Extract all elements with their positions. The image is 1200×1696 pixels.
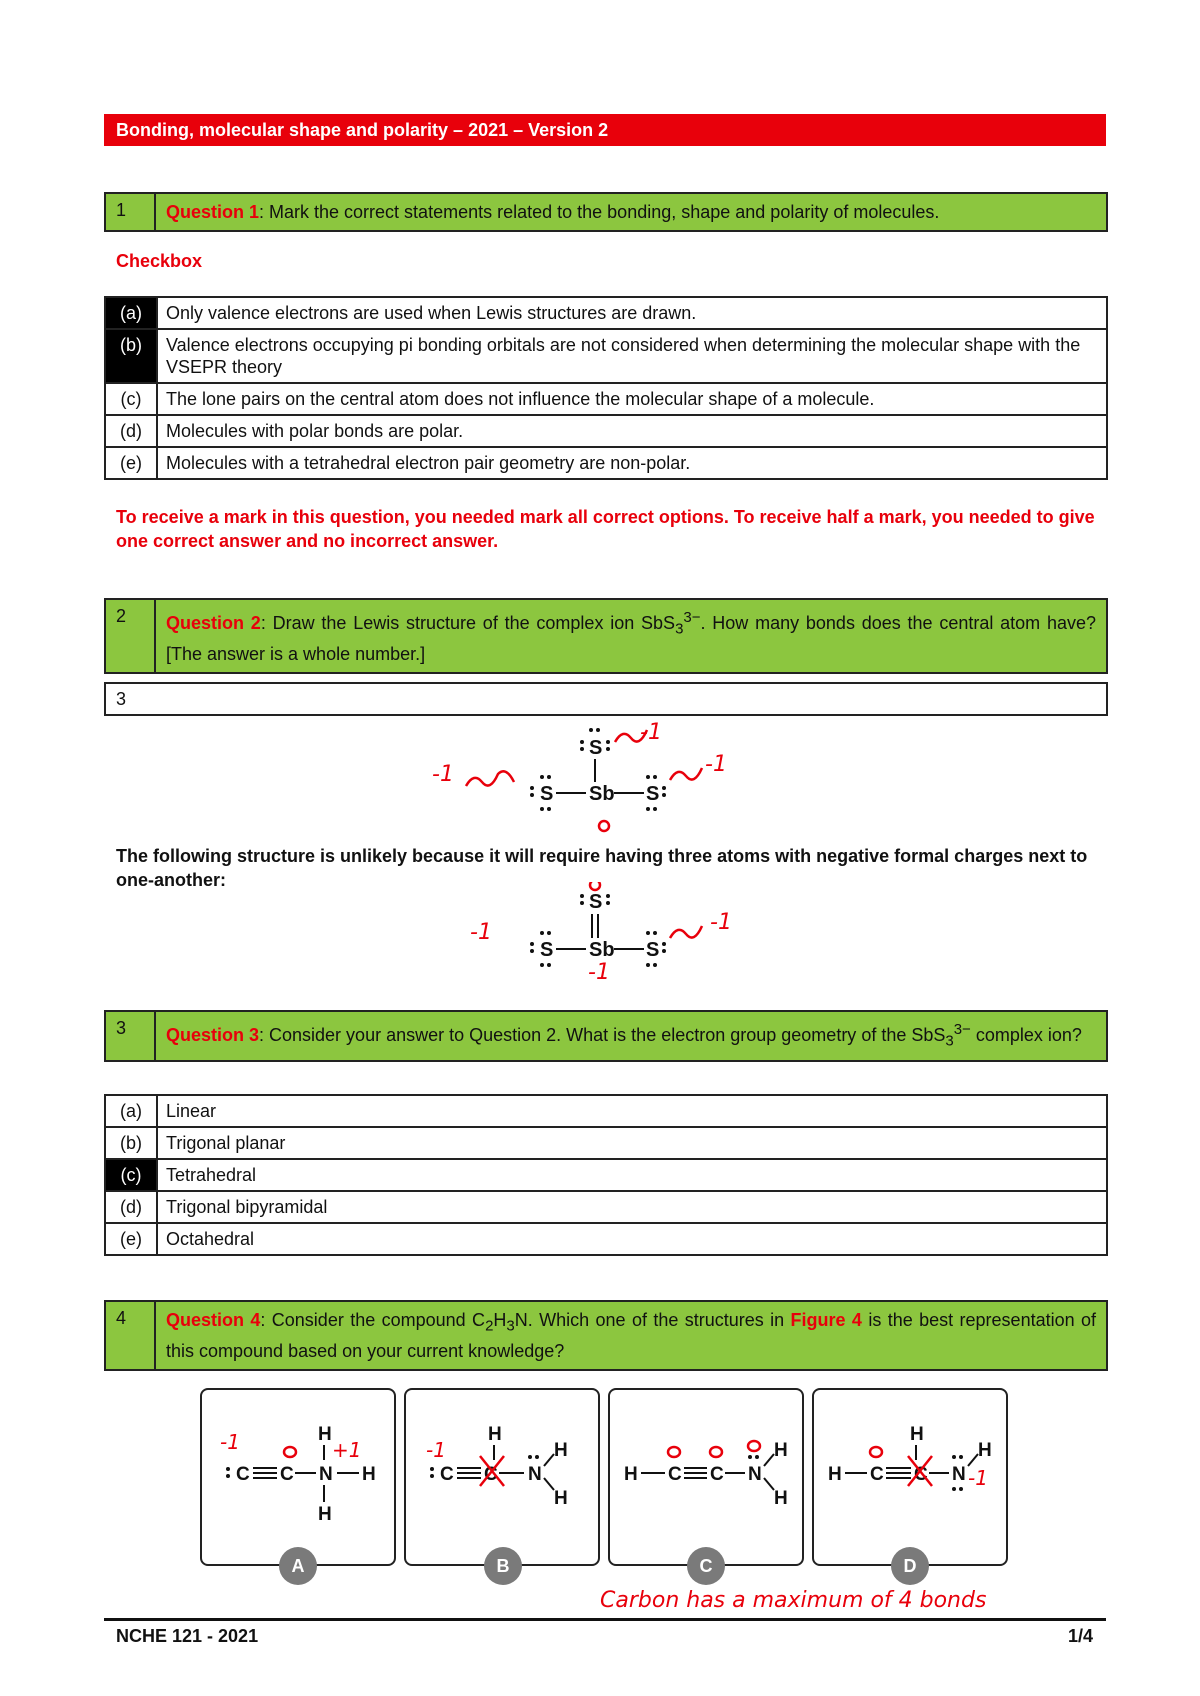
atom-s-top: S — [589, 737, 603, 759]
structure-c — [610, 1390, 806, 1568]
lewis-structure-unlikely — [520, 882, 780, 1002]
atom-s-left: S — [540, 939, 554, 961]
figure-label-b: B — [484, 1547, 522, 1585]
svg-text:H: H — [828, 1464, 842, 1485]
question-3-box — [104, 1010, 1108, 1062]
handwritten-annotations — [599, 730, 702, 831]
svg-text:H: H — [318, 1504, 332, 1525]
option-row[interactable]: (d) Molecules with polar bonds are polar. — [105, 415, 1107, 447]
structure-b — [406, 1390, 602, 1568]
atom-s-right: S — [646, 783, 660, 805]
atom-sb: Sb — [589, 939, 615, 961]
svg-text:C: C — [870, 1464, 884, 1485]
footer-divider — [104, 1618, 1106, 1621]
question-type: Checkbox — [116, 251, 203, 271]
question-1-box — [104, 192, 1108, 232]
question-number: 2 — [106, 600, 156, 672]
formal-charge-mark: -1 — [470, 920, 492, 945]
question-text: Question 1: Mark the correct statements related to the bonding, shape and polarity of molecules. — [166, 202, 940, 222]
handwritten-note: Carbon has a maximum of 4 bonds — [600, 1588, 987, 1613]
svg-text:H: H — [554, 1440, 568, 1461]
handwritten-annotations — [590, 882, 702, 938]
structure-note: The following structure is unlikely because it will require having three atoms with negative formal charges next to one-another: — [116, 846, 1088, 890]
svg-text:C: C — [914, 1464, 928, 1485]
option-row[interactable]: (c) Tetrahedral — [105, 1159, 1107, 1191]
svg-text:N: N — [952, 1464, 966, 1485]
formal-charge-mark: -1 — [968, 1466, 988, 1490]
svg-text:N: N — [319, 1464, 333, 1485]
svg-text:C: C — [236, 1464, 250, 1485]
option-row[interactable]: (d) Trigonal bipyramidal — [105, 1191, 1107, 1223]
svg-text:H: H — [910, 1424, 924, 1445]
svg-text:N: N — [528, 1464, 542, 1485]
footer-course: NCHE 121 - 2021 — [116, 1626, 259, 1646]
question-number: 3 — [106, 1012, 156, 1060]
svg-text:H: H — [774, 1488, 788, 1509]
formal-charge-mark: -1 — [705, 752, 727, 777]
formal-charge-mark: -1 — [588, 960, 610, 985]
svg-text:H: H — [318, 1424, 332, 1445]
question-text: Question 3: Consider your answer to Question 2. What is the electron group geometry of the SbS$_3^{3-}$ complex ion? — [166, 1021, 1082, 1050]
figure-label-a: A — [279, 1547, 317, 1585]
figure-panel-a[interactable] — [200, 1388, 396, 1566]
svg-text:H: H — [488, 1424, 502, 1445]
question-text: Question 4: Consider the compound $C_2H_3N$. Which one of the structures in Figure 4 is the best representation of this compound based on your current knowledge? — [166, 1310, 1097, 1361]
q1-options-table — [104, 296, 1108, 480]
formal-charge-mark: -1 — [710, 910, 732, 935]
option-row[interactable]: (a) Only valence electrons are used when Lewis structures are drawn. — [105, 297, 1107, 329]
svg-text:C: C — [484, 1464, 498, 1485]
formal-charge-mark: -1 — [432, 762, 454, 787]
formal-charge-mark: -1 — [426, 1438, 446, 1462]
svg-text:H: H — [554, 1488, 568, 1509]
atom-sb: Sb — [589, 783, 615, 805]
question-text: Question 2: Draw the Lewis structure of the complex ion SbS$_3^{3-}$. How many bonds does the central atom have? [The answer is a whole number.] — [166, 609, 1097, 664]
svg-text:N: N — [748, 1464, 762, 1485]
page-title: Bonding, molecular shape and polarity – 2021 – Version 2 — [104, 114, 1106, 146]
formal-charge-mark: -1 — [220, 1430, 240, 1454]
option-row[interactable]: (e) Octahedral — [105, 1223, 1107, 1255]
q3-options-table — [104, 1094, 1108, 1256]
marking-note: To receive a mark in this question, you needed mark all correct options. To receive half a mark, you needed to give one correct answer and no incorrect answer. — [116, 507, 1095, 551]
figure-label-c: C — [687, 1547, 725, 1585]
option-row[interactable]: (b) Valence electrons occupying pi bonding orbitals are not considered when determining the molecular shape with the VSEPR theory — [105, 329, 1107, 383]
question-4-box — [104, 1300, 1108, 1371]
svg-text:H: H — [362, 1464, 376, 1485]
figure-panel-c[interactable] — [608, 1388, 804, 1566]
structure-a — [202, 1390, 398, 1568]
option-row[interactable]: (b) Trigonal planar — [105, 1127, 1107, 1159]
handwritten-squiggle — [462, 768, 532, 798]
svg-text:H: H — [978, 1440, 992, 1461]
figure-label-d: D — [891, 1547, 929, 1585]
atom-s-top: S — [589, 891, 603, 913]
svg-text:C: C — [440, 1464, 454, 1485]
question-number: 4 — [106, 1302, 156, 1369]
footer-page-number: 1/4 — [1068, 1626, 1094, 1646]
option-row[interactable]: (c) The lone pairs on the central atom does not influence the molecular shape of a molecule. — [105, 383, 1107, 415]
svg-text:C: C — [668, 1464, 682, 1485]
atom-s-left: S — [540, 783, 554, 805]
atom-s-right: S — [646, 939, 660, 961]
formal-charge-mark: +1 — [332, 1438, 362, 1462]
answer-field[interactable]: 3 — [104, 682, 1108, 716]
svg-text:C: C — [280, 1464, 294, 1485]
question-number: 1 — [106, 194, 156, 230]
question-2-box — [104, 598, 1108, 674]
svg-text:H: H — [624, 1464, 638, 1485]
option-row[interactable]: (a) Linear — [105, 1095, 1107, 1127]
figure-panel-b[interactable] — [404, 1388, 600, 1566]
formal-charge-mark: -1 — [640, 720, 662, 745]
svg-text:H: H — [774, 1440, 788, 1461]
svg-text:C: C — [710, 1464, 724, 1485]
option-row[interactable]: (e) Molecules with a tetrahedral electron pair geometry are non-polar. — [105, 447, 1107, 479]
